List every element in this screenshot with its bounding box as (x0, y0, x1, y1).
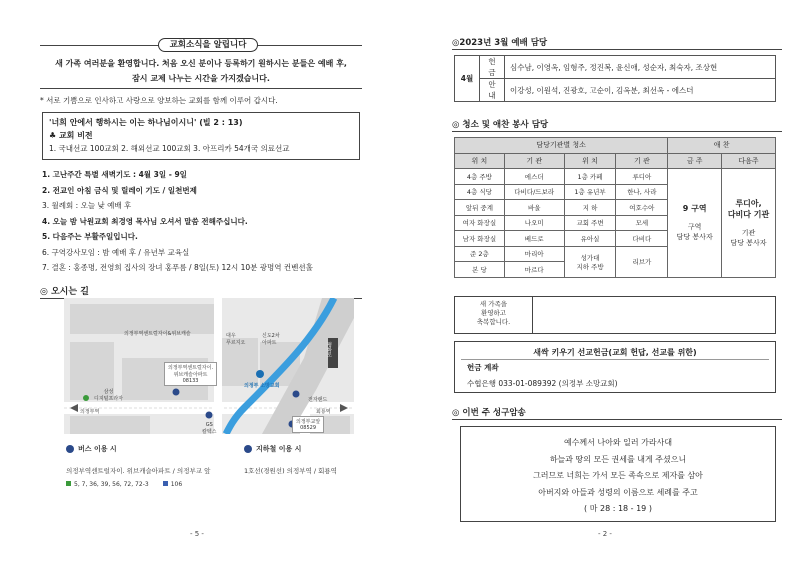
cell: 1층 카페 (564, 169, 616, 185)
account-number: 수협은행 033-01-089392 (의정부 소망교회) (467, 379, 618, 388)
account-label: 헌금 계좌 (467, 363, 499, 372)
map-label-jeonja: 전자랜드 (308, 397, 328, 403)
news-item: 3. 월례회 : 오늘 낮 예배 후 (42, 201, 132, 210)
memory-verse-ref: ( 마 28 : 18 - 19 ) (584, 504, 652, 513)
subway-info (244, 444, 337, 475)
vision-body: 1. 국내선교 100교회 2. 해외선교 100교회 3. 아프리카 54개국 의료선교 (49, 144, 290, 153)
col-header: 기 관 (616, 153, 668, 169)
mission-offering-title: 새싹 키우기 선교헌금(교회 헌답, 선교를 위한) (533, 348, 697, 357)
announce-title: 교회소식을 알립니다 (158, 38, 258, 52)
cell: 마르다 (504, 262, 564, 278)
subway-body: 1호선(경원선) 의정부역 / 회룡역 (244, 467, 337, 475)
cell: 본 당 (455, 262, 505, 278)
meal-header-cell: 애 찬 (668, 138, 776, 154)
memory-verse-line: 그러므로 너희는 가서 모든 족속으로 제자를 삼아 (533, 471, 703, 480)
map-label-hoeryong: 회룡역 (316, 409, 331, 415)
cell: 남자 화장실 (455, 231, 505, 247)
psalm-header (452, 406, 782, 418)
cell: 베드로 (504, 231, 564, 247)
news-item: 5. 다음주는 부활주일입니다. (42, 232, 138, 241)
cell: 모세 (616, 215, 668, 231)
cell: 다비다/드보라 (504, 184, 564, 200)
cell: 나오미 (504, 215, 564, 231)
this-week-cell (668, 169, 722, 278)
worship-divider (452, 49, 782, 50)
mission-divider (461, 359, 769, 360)
bus-stop: 의정부역센트럴자이. 위브캐슬아파트 / 의정부교 앞 (66, 467, 211, 475)
memory-verse-box (460, 426, 776, 522)
news-item: 6. 구역강사모임 : 밤 예배 후 / 유년부 교육실 (42, 247, 190, 257)
table-row (455, 56, 776, 79)
map-label-daewoo: 대우 푸르지오 (226, 333, 246, 346)
next-week-detail: 기관 담당 봉사자 (730, 228, 767, 247)
cell: 한나, 사라 (616, 184, 668, 200)
verse-box (42, 112, 360, 160)
this-week-group: 9 구역 (682, 204, 707, 214)
welcome-line-1: 새 가족 여러분을 환영합니다. 처음 오신 분이나 등록하기 원하시는 분들은 예배 후, (55, 59, 347, 68)
worship-role: 안내 (480, 79, 505, 102)
directions-title: ◎ 오시는 길 (40, 287, 89, 297)
clean-divider (452, 131, 782, 132)
map-label-school: 의정부교앞 08529 (292, 416, 324, 433)
col-header: 위 치 (455, 153, 505, 169)
cell: 유아실 (564, 231, 616, 247)
welcome-message (40, 56, 362, 86)
psalm-title: ◎ 이번 주 성구암송 (452, 408, 526, 418)
cell: 앞뒤 중계 (455, 200, 505, 216)
new-family-label: 새 가족을 환영하고 축복합니다. (455, 297, 533, 333)
worship-table (454, 55, 776, 102)
cell: 다비다 (616, 231, 668, 247)
cell: 4층 식당 (455, 184, 505, 200)
cell: 여호수아 (616, 200, 668, 216)
cell: 여자 화장실 (455, 215, 505, 231)
clean-header (452, 118, 782, 130)
worship-title: ◎2023년 3월 예배 담당 (452, 38, 548, 48)
directions-header (40, 284, 362, 297)
map-label-station: 의정부역 (80, 409, 100, 415)
map-label-gs: GS 칼텍스 (202, 422, 217, 435)
news-item: 4. 오늘 밤 낙원교회 최경영 목사님 오셔서 말씀 전해주십니다. (42, 216, 248, 226)
map-label-shindong: 신도2차 아파트 (262, 333, 280, 346)
clean-header-cell: 담당기관별 청소 (455, 138, 668, 154)
subway-title: 지하철 이용 시 (256, 445, 302, 453)
psalm-divider (452, 419, 782, 420)
memory-verse-line: 예수께서 나아와 일러 가라사대 (563, 438, 673, 447)
table-row (455, 79, 776, 102)
worship-header (452, 36, 782, 48)
welcome-line-2: 잠시 교제 나누는 시간을 가지겠습니다. (132, 74, 270, 83)
green-bus-icon (66, 481, 71, 486)
map-label-highway: 평화로 (326, 342, 332, 357)
map-label-apt: 의정부역센트럴자이&위브캐슬 (124, 331, 191, 337)
map-label-central: 의정부역센트럴자이. 위브캐슬아파트 08133 (164, 362, 217, 386)
cell: 에스더 (504, 169, 564, 185)
page-number-left: - 5 - (190, 530, 204, 538)
table-row (455, 169, 776, 185)
cell: 준 2층 (455, 246, 505, 262)
merged-org-cell: 리브가 (616, 246, 668, 277)
cell: 4층 주방 (455, 169, 505, 185)
new-family-box (454, 296, 776, 334)
cell: 1층 유년부 (564, 184, 616, 200)
worship-role: 헌금 (480, 56, 505, 79)
news-item: 7. 결혼 : 홍종명, 전영희 집사의 장녀 홍푸름 / 8일(토) 12시 10분 광명역 컨벤션홀 (42, 263, 313, 272)
memory-verse-line: 아버지와 아들과 성령의 이름으로 세례를 주고 (538, 487, 698, 497)
col-header: 금 주 (668, 153, 722, 169)
merged-loc-cell: 성가대 지하 주방 (564, 246, 616, 277)
vision-title: ♣ 교회 비전 (49, 131, 93, 140)
worship-names: 심수남, 이영옥, 임형주, 정진복, 윤신애, 성순자, 최숙자, 조상현 (505, 56, 776, 79)
page-number-right: - 2 - (598, 530, 612, 538)
cell: 바울 (504, 200, 564, 216)
bus-icon (66, 445, 74, 453)
bus-lines-green (66, 481, 149, 488)
news-item: 1. 고난주간 특별 새벽기도 : 4월 3일 - 9일 (42, 170, 187, 179)
bus-lines-blue (163, 481, 182, 488)
this-week-detail: 구역 담당 봉사자 (676, 223, 713, 242)
cleaning-table (454, 137, 776, 278)
directions-map (64, 298, 354, 434)
announce-title-row (40, 38, 362, 52)
memory-verse-line: 하늘과 땅의 모든 권세를 내게 주셨으니 (549, 454, 687, 464)
news-item: 2. 전교인 아침 금식 및 릴레이 기도 / 일천번제 (42, 185, 197, 195)
theme-verse: '너희 안에서 행하시는 이는 하나님이시니' (빌 2 : 13) (49, 118, 243, 127)
cell: 지 하 (564, 200, 616, 216)
map-label-samsung: 삼성 디지털프라자 (94, 389, 123, 402)
greeting-note: * 서로 기쁨으로 인사하고 사랑으로 양보하는 교회를 함께 이루어 갑시다. (40, 96, 278, 105)
table-row (455, 153, 776, 169)
cell: 마리아 (504, 246, 564, 262)
bus-title: 버스 이용 시 (78, 445, 117, 453)
worship-names: 이강성, 이원석, 진광호, 고순이, 김옥분, 최선옥 - 에스더 (505, 79, 776, 102)
next-week-cell (722, 169, 776, 278)
mission-offering-box (454, 341, 776, 393)
bus-lines-text: 5, 7, 36, 39, 56, 72, 72-3 (74, 481, 149, 488)
bus-info (66, 444, 210, 488)
cell: 루디아 (616, 169, 668, 185)
blue-bus-icon (163, 481, 168, 486)
col-header: 기 관 (504, 153, 564, 169)
right-page (400, 0, 800, 566)
col-header: 위 치 (564, 153, 616, 169)
welcome-divider (40, 88, 362, 89)
subway-icon (244, 445, 252, 453)
news-list (42, 167, 367, 276)
col-header: 다음주 (722, 153, 776, 169)
map-label-church: 의정부 소망교회 (244, 383, 280, 389)
worship-month: 4월 (455, 56, 480, 102)
clean-title: ◎ 청소 및 애찬 봉사 담당 (452, 120, 549, 130)
table-row (455, 138, 776, 154)
bus-lines2-text: 106 (170, 481, 183, 488)
next-week-group: 루디아, 다비다 기관 (727, 198, 770, 219)
cell: 교회 주변 (564, 215, 616, 231)
